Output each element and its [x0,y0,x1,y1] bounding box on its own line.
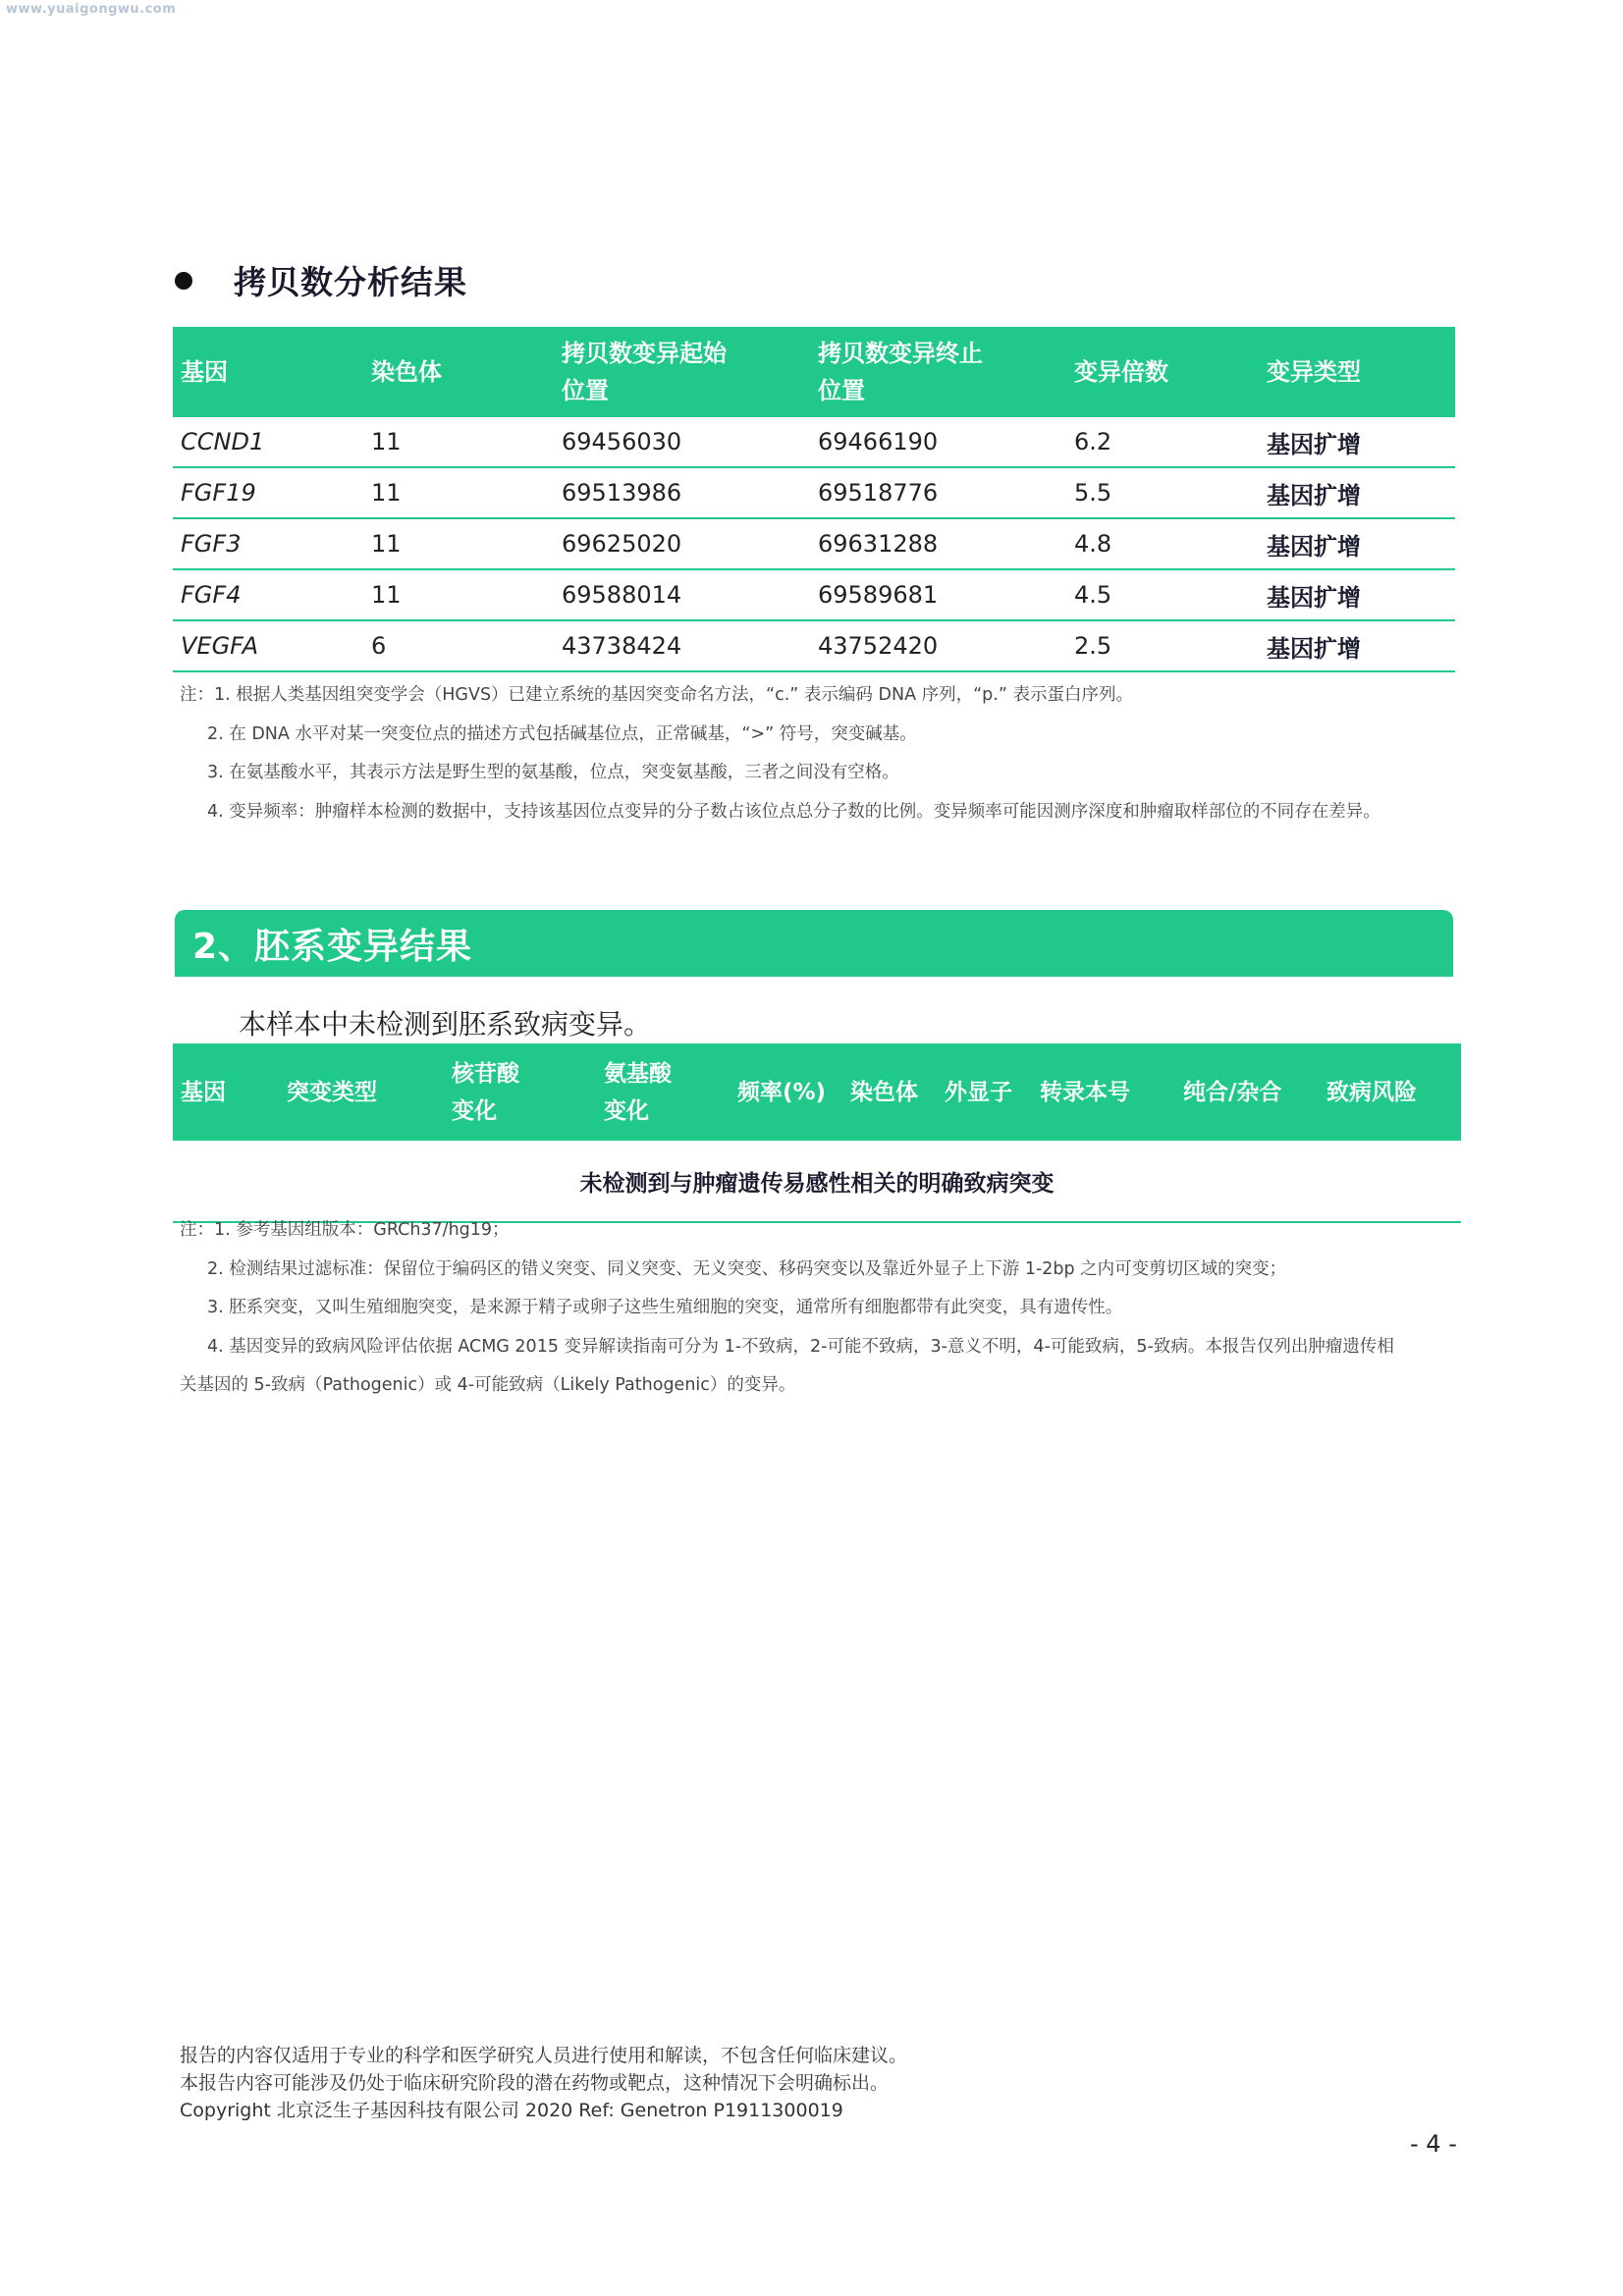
note-line: 3. 在氨基酸水平，其表示方法是野生型的氨基酸，位点，突变氨基酸，三者之间没有空格。 [207,763,899,782]
cell-end: 69631288 [810,518,1066,569]
watermark: www.yuaigongwu.com [6,2,177,17]
cell-fold: 4.8 [1066,518,1259,569]
cell-type: 基因扩增 [1259,518,1455,569]
germ-header-risk: 致病风险 [1319,1043,1461,1141]
cell-chrom: 11 [363,569,554,620]
cnv-header-chrom: 染色体 [363,327,554,417]
cell-gene: CCND1 [173,417,363,467]
cell-end: 69589681 [810,569,1066,620]
cell-fold: 2.5 [1066,620,1259,671]
germ-header-amino-acid: 氨基酸 变化 [596,1043,730,1141]
cell-chrom: 11 [363,417,554,467]
page-number: - 4 - [1410,2130,1457,2158]
cell-start: 69625020 [554,518,810,569]
cell-fold: 6.2 [1066,417,1259,467]
cell-start: 69588014 [554,569,810,620]
cell-fold: 4.5 [1066,569,1259,620]
cnv-header-fold: 变异倍数 [1066,327,1259,417]
germ-header-mut-type: 突变类型 [279,1043,444,1141]
cell-gene: FGF4 [173,569,363,620]
cell-chrom: 11 [363,518,554,569]
germ-header-zygosity: 纯合/杂合 [1175,1043,1319,1141]
footer [180,2042,907,2124]
table-row [173,620,1455,671]
bullet-icon [175,272,192,290]
cell-gene: VEGFA [173,620,363,671]
table-row [173,569,1455,620]
footer-copyright: Copyright 北京泛生子基因科技有限公司 2020 Ref: Genetron P1911300019 [180,2100,843,2121]
cell-gene: FGF3 [173,518,363,569]
cell-start: 43738424 [554,620,810,671]
cell-type: 基因扩增 [1259,417,1455,467]
table-row [173,417,1455,467]
germline-banner [175,910,1453,977]
germline-banner-title: 2、胚系变异结果 [192,926,473,967]
footer-disclaimer-1: 报告的内容仅适用于专业的科学和医学研究人员进行使用和解读，不包含任何临床建议。 [180,2045,908,2066]
germ-header-exon: 外显子 [937,1043,1032,1141]
table-row [173,467,1455,518]
cnv-table [173,327,1455,672]
cnv-title-text: 拷贝数分析结果 [234,263,467,301]
germ-header-frequency: 频率(%) [730,1043,842,1141]
cnv-header-type: 变异类型 [1259,327,1455,417]
cnv-header-end: 拷贝数变异终止 位置 [810,327,1066,417]
germ-header-transcript: 转录本号 [1032,1043,1175,1141]
cnv-header-row [173,327,1455,417]
cell-gene: FGF19 [173,467,363,518]
cnv-section-title [175,257,467,303]
cell-type: 基因扩增 [1259,620,1455,671]
table-row [173,518,1455,569]
cell-chrom: 11 [363,467,554,518]
germ-header-chrom: 染色体 [842,1043,937,1141]
note-line: 4. 基因变异的致病风险评估依据 ACMG 2015 变异解读指南可分为 1-不致病，2-可能不致病，3-意义不明，4-可能致病，5-致病。本报告仅列出肿瘤遗传相 [207,1336,1394,1357]
note-line: 注：1. 参考基因组版本：GRCh37/hg19； [180,1220,510,1240]
cell-end: 69466190 [810,417,1066,467]
cell-chrom: 6 [363,620,554,671]
table-row [173,1141,1461,1222]
footer-disclaimer-2: 本报告内容可能涉及仍处于临床研究阶段的潜在药物或靶点，这种情况下会明确标出。 [180,2072,890,2094]
note-line: 注：1. 根据人类基因组突变学会（HGVS）已建立系统的基因突变命名方法，“c.” 表示编码 DNA 序列，“p.” 表示蛋白序列。 [180,685,1133,705]
germ-header-gene: 基因 [173,1043,279,1141]
note-line: 2. 检测结果过滤标准：保留位于编码区的错义突变、同义突变、无义突变、移码突变以及靠近外显子上下游 1-2bp 之内可变剪切区域的突变； [207,1258,1287,1279]
note-line: 关基因的 5-致病（Pathogenic）或 4-可能致病（Likely Pathogenic）的变异。 [180,1375,796,1395]
note-line: 2. 在 DNA 水平对某一突变位点的描述方式包括碱基位点，正常碱基，“>” 符号，突变碱基。 [207,723,917,744]
cell-type: 基因扩增 [1259,569,1455,620]
germline-header-row [173,1043,1461,1141]
germ-header-nucleotide: 核苷酸 变化 [444,1043,596,1141]
cell-type: 基因扩增 [1259,467,1455,518]
cell-end: 69518776 [810,467,1066,518]
cell-end: 43752420 [810,620,1066,671]
cell-start: 69513986 [554,467,810,518]
cell-fold: 5.5 [1066,467,1259,518]
cnv-header-gene: 基因 [173,327,363,417]
cnv-header-start: 拷贝数变异起始 位置 [554,327,810,417]
germline-intro: 本样本中未检测到胚系致病变异。 [239,1008,652,1041]
note-line: 4. 变异频率：肿瘤样本检测的数据中，支持该基因位点变异的分子数占该位点总分子数的比例。变异频率可能因测序深度和肿瘤取样部位的不同存在差异。 [207,801,1380,822]
germline-notes [180,1211,1394,1406]
cnv-notes [180,676,1380,831]
germline-empty-message: 未检测到与肿瘤遗传易感性相关的明确致病突变 [173,1141,1461,1222]
note-line: 3. 胚系突变，又叫生殖细胞突变，是来源于精子或卵子这些生殖细胞的突变，通常所有细胞都带有此突变，具有遗传性。 [207,1298,1123,1317]
cell-start: 69456030 [554,417,810,467]
germline-table [173,1043,1461,1223]
